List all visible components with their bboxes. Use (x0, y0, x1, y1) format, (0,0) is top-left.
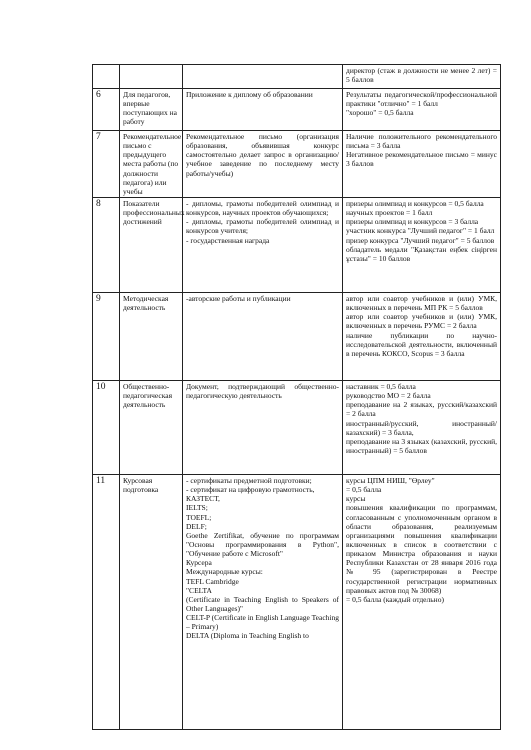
table-row (93, 380, 501, 474)
points-line: наличие публикации по научно-исследовательской деятельности, включенный в перечень КОКСО, Scopus = 3 балла (346, 330, 497, 358)
table-row (93, 474, 501, 729)
points-line: призеры олимпиад и конкурсов = 0,5 балла (346, 198, 484, 208)
points-cell (343, 65, 501, 89)
criterion-line: Для педагогов, впервые поступающих на работу (123, 90, 177, 127)
documents-cell (183, 131, 343, 198)
table-row (93, 197, 501, 292)
criterion-cell (120, 131, 183, 198)
row-number: 8 (93, 197, 120, 292)
criterion-line: Общественно-педагогическая деятельность (123, 381, 173, 410)
points-line: руководство МО = 2 балла (346, 391, 431, 401)
points-line: Наличие положительного рекомендательного письма = 3 балла (346, 132, 497, 151)
documents-line: CELT-P (Certificate in English Language Teaching – Primary) (186, 613, 339, 632)
documents-cell (183, 292, 343, 380)
row-number (93, 65, 120, 89)
table-row (93, 65, 501, 89)
points-cell (343, 474, 501, 729)
documents-line: Курсера (186, 558, 212, 568)
row-number: 9 (93, 292, 120, 380)
points-line: директор (стаж в должности не менее 2 лет) = 5 баллов (346, 66, 497, 85)
criterion-line: Рекомендательное письмо с предыдущего места работы (по должности педагога) или учебы (123, 132, 182, 196)
documents-line: (Certificate in Teaching English to Speakers of Other Languages)" (186, 594, 339, 613)
documents-line: TEFL Cambridge (186, 576, 239, 586)
points-cell (343, 89, 501, 131)
documents-line: TOEFL; (186, 512, 212, 522)
criterion-cell (120, 197, 183, 292)
criteria-table (92, 64, 501, 730)
documents-line: Международные курсы: (186, 567, 263, 577)
documents-line: - сертификаты предметной подготовки; (186, 475, 312, 485)
documents-line: - дипломы, грамоты победителей олимпиад и конкурсов, научных проектов обучающихся; (186, 198, 339, 218)
documents-line: КАЗТЕСТ, (186, 494, 220, 504)
points-line: курсы (346, 494, 366, 504)
criterion-line: Курсовая подготовка (123, 475, 159, 495)
points-line: курсы ЦПМ НИШ, "Өрлеу" (346, 475, 435, 485)
documents-line: - сертификат на цифровую грамотность, (186, 485, 315, 495)
points-line: иностранный/русский, иностранный/казахский) = 3 балла, (346, 418, 497, 437)
points-cell (343, 131, 501, 198)
documents-cell (183, 380, 343, 474)
row-number: 10 (93, 380, 120, 474)
points-cell (343, 380, 501, 474)
documents-line: IELTS; (186, 503, 208, 513)
points-line: Негативное рекомендательное письмо = минус 3 баллов (346, 150, 497, 169)
documents-cell (183, 65, 343, 89)
points-line: обладатель медали "Қазақстан еңбек сіңірген ұстазы" = 10 баллов (346, 244, 497, 263)
documents-line: Goethe Zertifikat, обучение по программам "Основы программирования в Python", "Обучение работе с Microsoft" (186, 530, 339, 559)
documents-line: DELTA (Diploma in Teaching English to (186, 631, 309, 641)
points-line: участник конкурса "Лучший педагог" = 1 балл (346, 226, 495, 236)
documents-cell (183, 89, 343, 131)
documents-line: Рекомендательное письмо (организация образования, объявившая конкурс самостоятельно делает запрос в организацию/учебное заведение по последнему месту работы/учебы) (186, 132, 339, 178)
criterion-line: Методическая деятельность (123, 293, 169, 313)
criterion-cell (120, 380, 183, 474)
table-row (93, 131, 501, 198)
documents-cell (183, 197, 343, 292)
criterion-cell (120, 292, 183, 380)
documents-line: -авторские работы и публикации (186, 293, 291, 303)
points-line: "хорошо" = 0,5 балла (346, 108, 414, 118)
points-line: повышения квалификации по программам, согласованным с уполномоченным органом в области образования, реализуемым организациями повышения квалификации включенных в список в соответствии с приказом Министра образования и науки Республики Казахстан от 28 января 2016 года № 95 (зарегистрирован в Реестре государственной регистрации нормативных правовых актов под № 30068) (346, 503, 497, 595)
documents-line: "CELTA (186, 585, 212, 595)
points-line: = 0,5 балла (346, 485, 382, 495)
criterion-cell (120, 89, 183, 131)
documents-cell (183, 474, 343, 729)
documents-line: DELF; (186, 521, 207, 531)
criterion-cell (120, 65, 183, 89)
row-number: 7 (93, 131, 120, 198)
table-row (93, 89, 501, 131)
points-line: автор или соавтор учебников и (или) УМК, включенных в перечень РУМС = 2 балла (346, 312, 497, 331)
documents-line: - государственная награда (186, 235, 270, 245)
points-line: преподавание на 2 языках, русский/казахский = 2 балла (346, 400, 497, 419)
points-cell (343, 292, 501, 380)
table-row (93, 292, 501, 380)
points-line: наставник = 0,5 балла (346, 381, 416, 391)
points-line: = 0,5 балла (каждый отдельно) (346, 594, 444, 604)
row-number: 11 (93, 474, 120, 729)
points-line: призер конкурса "Лучший педагог" = 5 баллов (346, 235, 495, 245)
criterion-cell (120, 474, 183, 729)
points-line: преподавание на 3 языках (казахский, русский, иностранный) = 5 баллов (346, 436, 497, 455)
points-line: автор или соавтор учебников и (или) УМК, включенных в перечень МП РК = 5 баллов (346, 293, 497, 313)
documents-line: Документ, подтверждающий общественно-педагогическую деятельность (186, 381, 339, 401)
points-line: научных проектов = 1 балл (346, 208, 433, 218)
points-line: Результаты педагогической/профессиональной практики "отлично" = 1 балл (346, 90, 497, 109)
documents-line: - дипломы, грамоты победителей олимпиад и конкурсов учителя; (186, 217, 339, 236)
points-line: призеры олимпиад и конкурсов = 3 балла (346, 217, 479, 227)
points-cell (343, 197, 501, 292)
criterion-line: Показатели профессиональных достижений (123, 198, 185, 227)
row-number: 6 (93, 89, 120, 131)
documents-line: Приложение к диплому об образовании (186, 90, 313, 99)
criteria-table-body (93, 65, 501, 730)
